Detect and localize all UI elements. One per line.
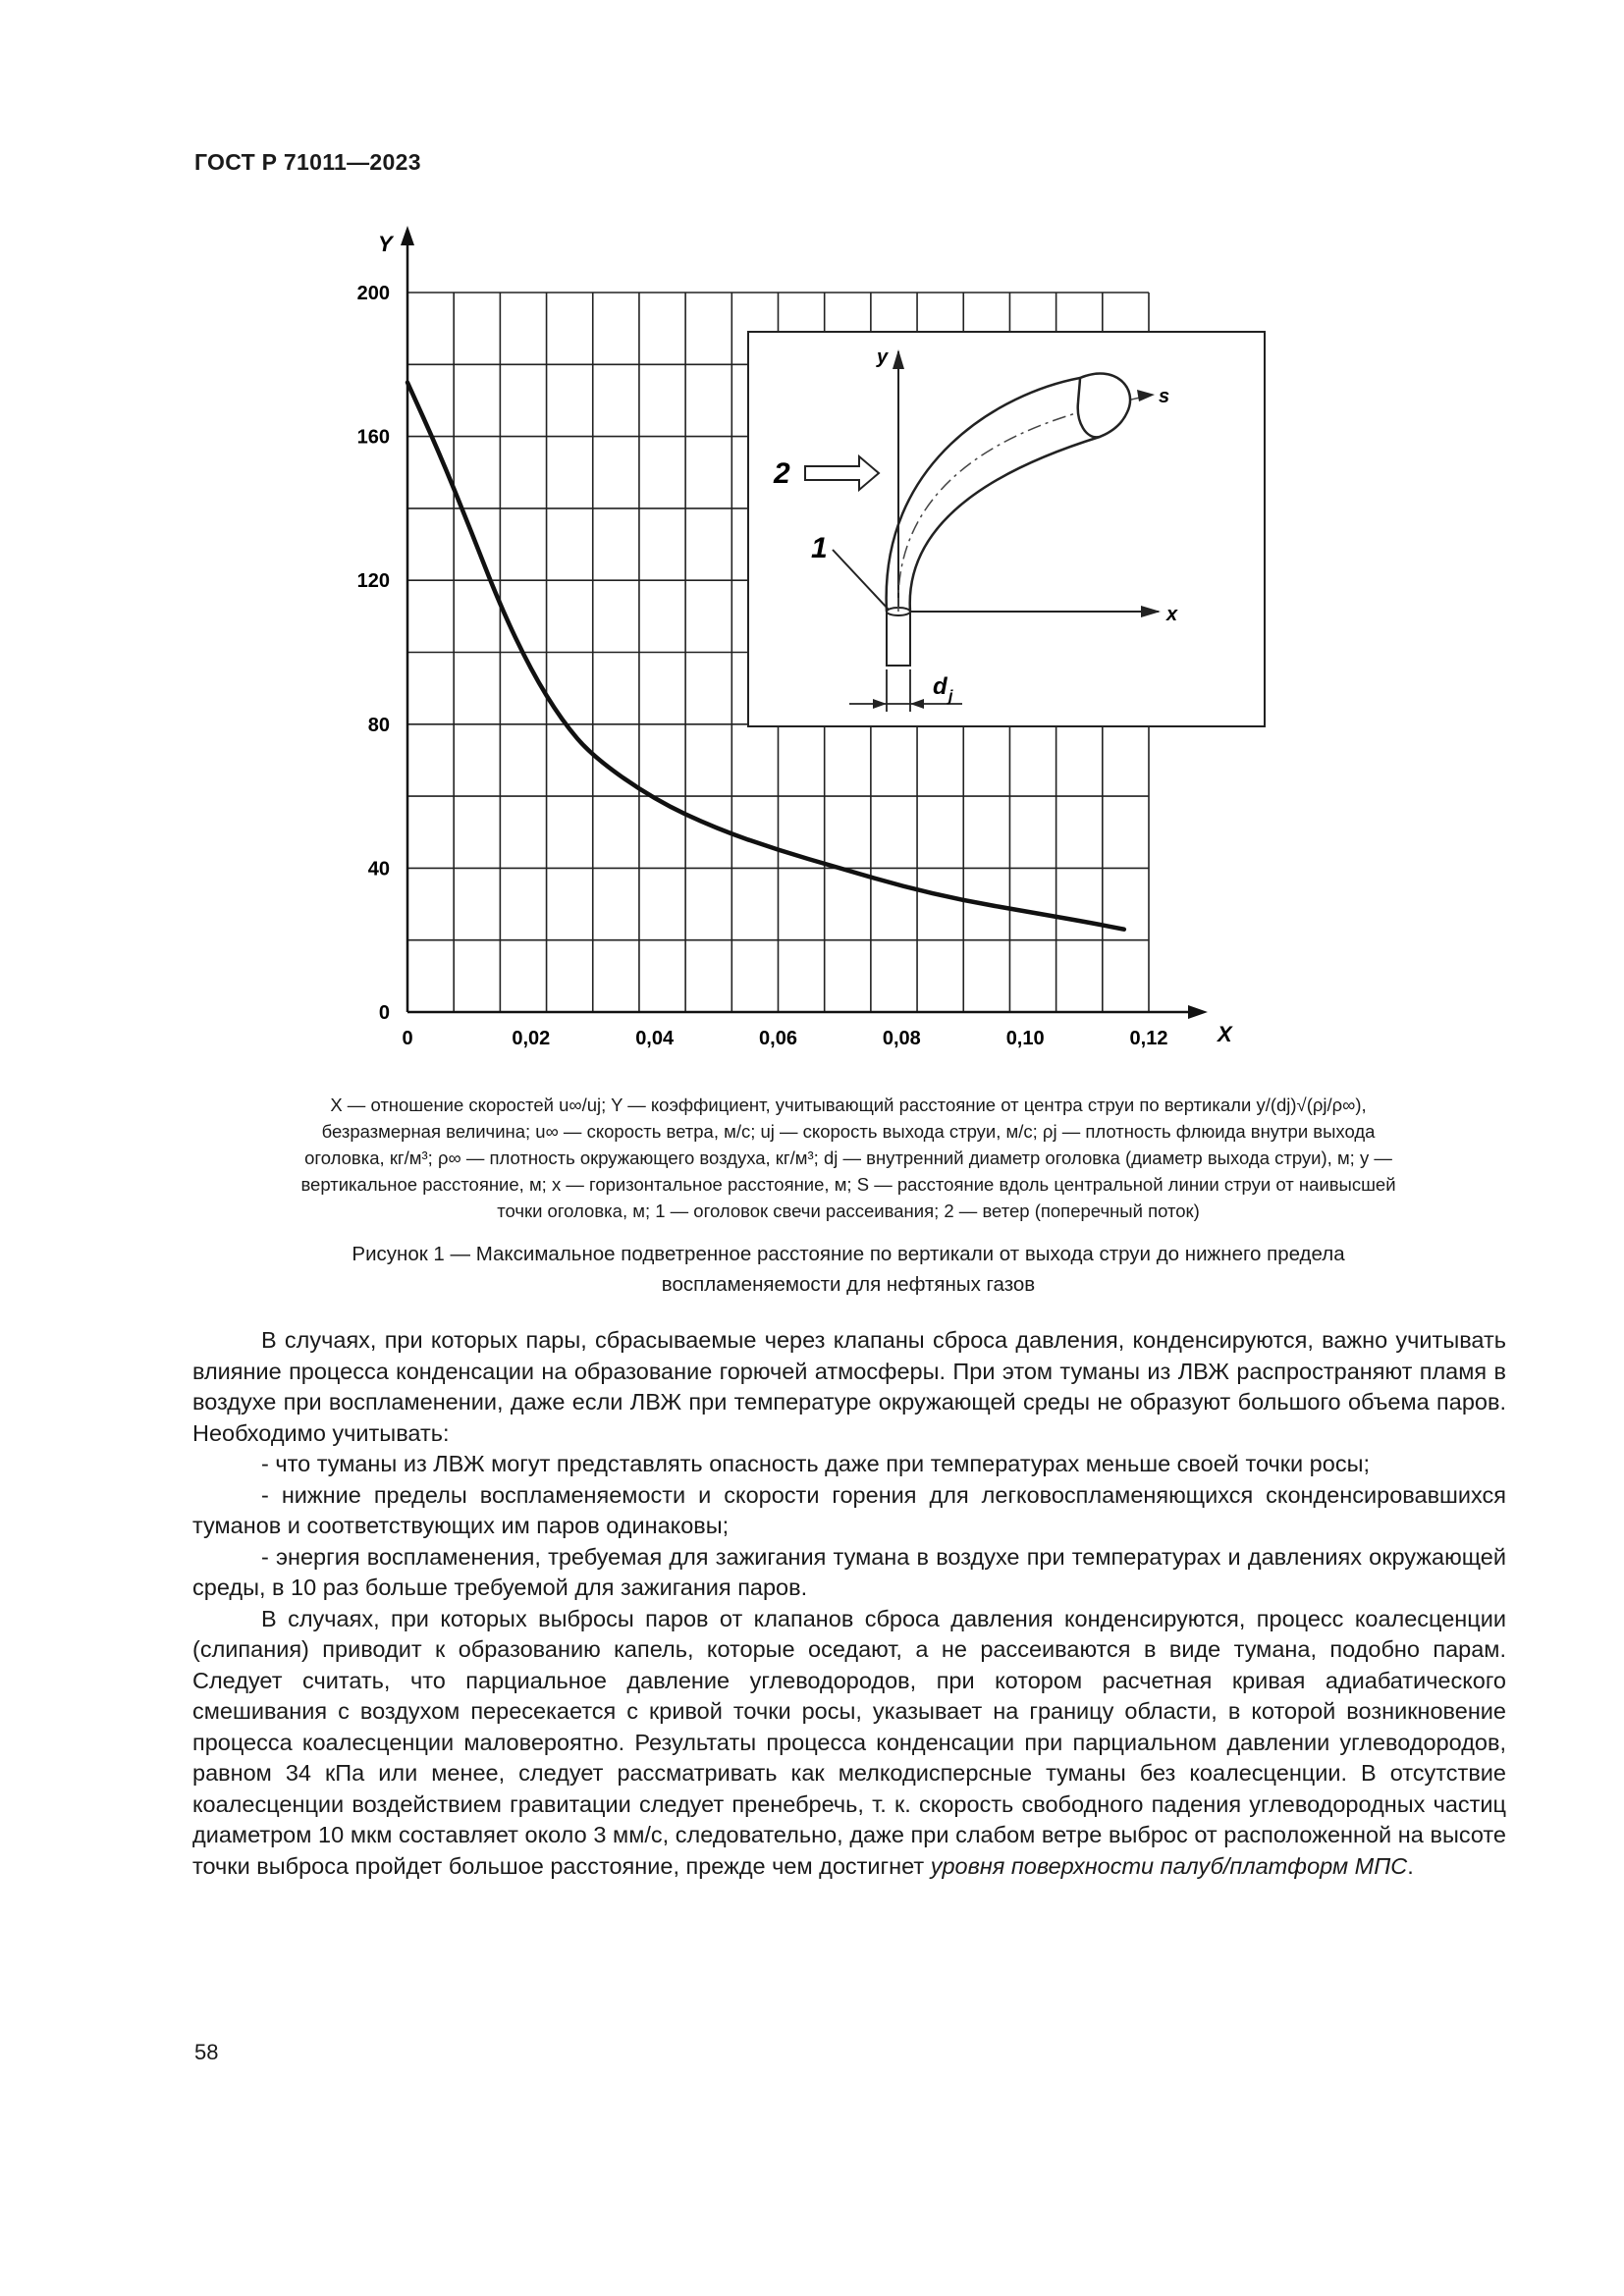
x-tick-label: 0 bbox=[402, 1028, 413, 1049]
y-tick-label: 40 bbox=[367, 858, 390, 881]
bullet-2: - нижние пределы воспламеняемости и скорости горения для легковоспламеняющихся сконденсировавшихся туманов и соответствующих им паров одинаковы; bbox=[192, 1481, 1506, 1538]
y-axis-label: Y bbox=[378, 232, 393, 256]
legend-line-2: безразмерная величина; u∞ — скорость ветра, м/с; uj — скорость выхода струи, м/с; ρj — плотность флюида внутри выхода bbox=[321, 1121, 1376, 1142]
wind-label: 2 bbox=[774, 457, 790, 490]
caption-line-1: Рисунок 1 — Максимальное подветренное расстояние по вертикали от выхода струи до нижнего предела bbox=[352, 1243, 1345, 1265]
dim-label-sub: j bbox=[948, 688, 953, 705]
y-tick-label: 80 bbox=[367, 714, 390, 736]
paragraph-2-end: . bbox=[1407, 1852, 1414, 1879]
inset-diagram bbox=[748, 332, 1265, 726]
y-tick-label: 120 bbox=[356, 570, 390, 593]
stack-label: 1 bbox=[811, 532, 828, 564]
bullet-1: - что туманы из ЛВЖ могут представлять опасность даже при температурах меньше своей точки росы; bbox=[261, 1451, 1370, 1476]
inset-s-label: s bbox=[1159, 386, 1170, 407]
y-axis-arrow bbox=[401, 226, 414, 245]
page-number: 58 bbox=[194, 2040, 219, 2064]
paragraph-1: В случаях, при которых пары, сбрасываемые через клапаны сброса давления, конденсируются, важно учитывать влияние процесса конденсации на образование горючей атмосферы. При этом туманы из ЛВЖ распространяют пламя в воздухе при воспламенении, даже если ЛВЖ при температуре окружающей среды не образуют большого объема паров. Необходимо учитывать: bbox=[192, 1327, 1506, 1446]
legend-line-4: вертикальное расстояние, м; x — горизонтальное расстояние, м; S — расстояние вдоль центральной линии струи от наивысшей bbox=[300, 1174, 1396, 1195]
caption-line-2: воспламеняемости для нефтяных газов bbox=[661, 1273, 1036, 1296]
dim-label: d bbox=[933, 673, 947, 700]
inset-y-label: y bbox=[877, 347, 889, 368]
x-tick-label: 0,10 bbox=[1005, 1028, 1045, 1049]
chart bbox=[295, 216, 1375, 1070]
bullet-3: - энергия воспламенения, требуемая для зажигания тумана в воздухе при температурах и давлениях окружающей среды, в 10 раз больше требуемой для зажигания паров. bbox=[192, 1543, 1506, 1600]
body-text bbox=[192, 1325, 1506, 1882]
x-tick-label: 0,06 bbox=[759, 1028, 797, 1049]
figure-caption bbox=[192, 1239, 1504, 1300]
x-axis-arrow bbox=[1188, 1005, 1208, 1019]
x-tick-label: 0,12 bbox=[1129, 1028, 1168, 1049]
legend-line-5: точки оголовка, м; 1 — оголовок свечи рассеивания; 2 — ветер (поперечный поток) bbox=[497, 1201, 1200, 1221]
x-tick-label: 0,04 bbox=[635, 1028, 675, 1049]
y-tick-label: 0 bbox=[378, 1002, 390, 1024]
y-tick-label: 200 bbox=[356, 283, 390, 304]
inset-frame bbox=[748, 332, 1265, 726]
stack-pipe bbox=[887, 612, 910, 666]
legend-line-3: оголовка, кг/м³; ρ∞ — плотность окружающего воздуха, кг/м³; dj — внутренний диаметр оголовка (диаметр выхода струи), м; y — bbox=[304, 1148, 1392, 1168]
paragraph-2-text: В случаях, при которых выбросы паров от клапанов сброса давления конденсируются, процесс коалесценции (слипания) приводит к образованию капель, которые оседают, а не рассеиваются в виде тумана, подобно парам. Следует считать, что парциальное давление углеводородов, при котором расчетная кривая адиабатического смешивания с воздухом пересекается с кривой точки росы, указывает на границу области, в которой возникновение процесса коалесценции маловероятно. Результаты процесса конденсации при парциальном давлении углеводородов, равном 34 кПа или менее, следует рассматривать как мелкодисперсные туманы без коалесценции. В отсутствие коалесценции воздействием гравитации следует пренебречь, т. к. скорость свободного падения углеводородных частиц диаметром 10 мкм составляет около 3 мм/с, следовательно, даже при слабом ветре выброс от расположенной на высоте точки выброса пройдет большое расстояние, прежде чем достигнет bbox=[192, 1605, 1506, 1879]
legend-line-1: X — отношение скоростей u∞/uj; Y — коэффициент, учитывающий расстояние от центра струи по вертикали y/(dj)√(ρj/ρ∞), bbox=[330, 1095, 1367, 1115]
x-axis-label: X bbox=[1218, 1022, 1232, 1046]
x-tick-label: 0,08 bbox=[882, 1028, 921, 1049]
figure-legend bbox=[192, 1092, 1504, 1224]
x-tick-label: 0,02 bbox=[512, 1028, 551, 1049]
figure-1 bbox=[295, 216, 1375, 1070]
paragraph-2 bbox=[192, 1604, 1506, 1883]
paragraph-2-italic: уровня поверхности палуб/платформ МПС bbox=[930, 1852, 1408, 1879]
document-header: ГОСТ Р 71011—2023 bbox=[194, 149, 421, 175]
inset-x-label: x bbox=[1166, 604, 1178, 625]
y-tick-label: 160 bbox=[356, 426, 390, 449]
